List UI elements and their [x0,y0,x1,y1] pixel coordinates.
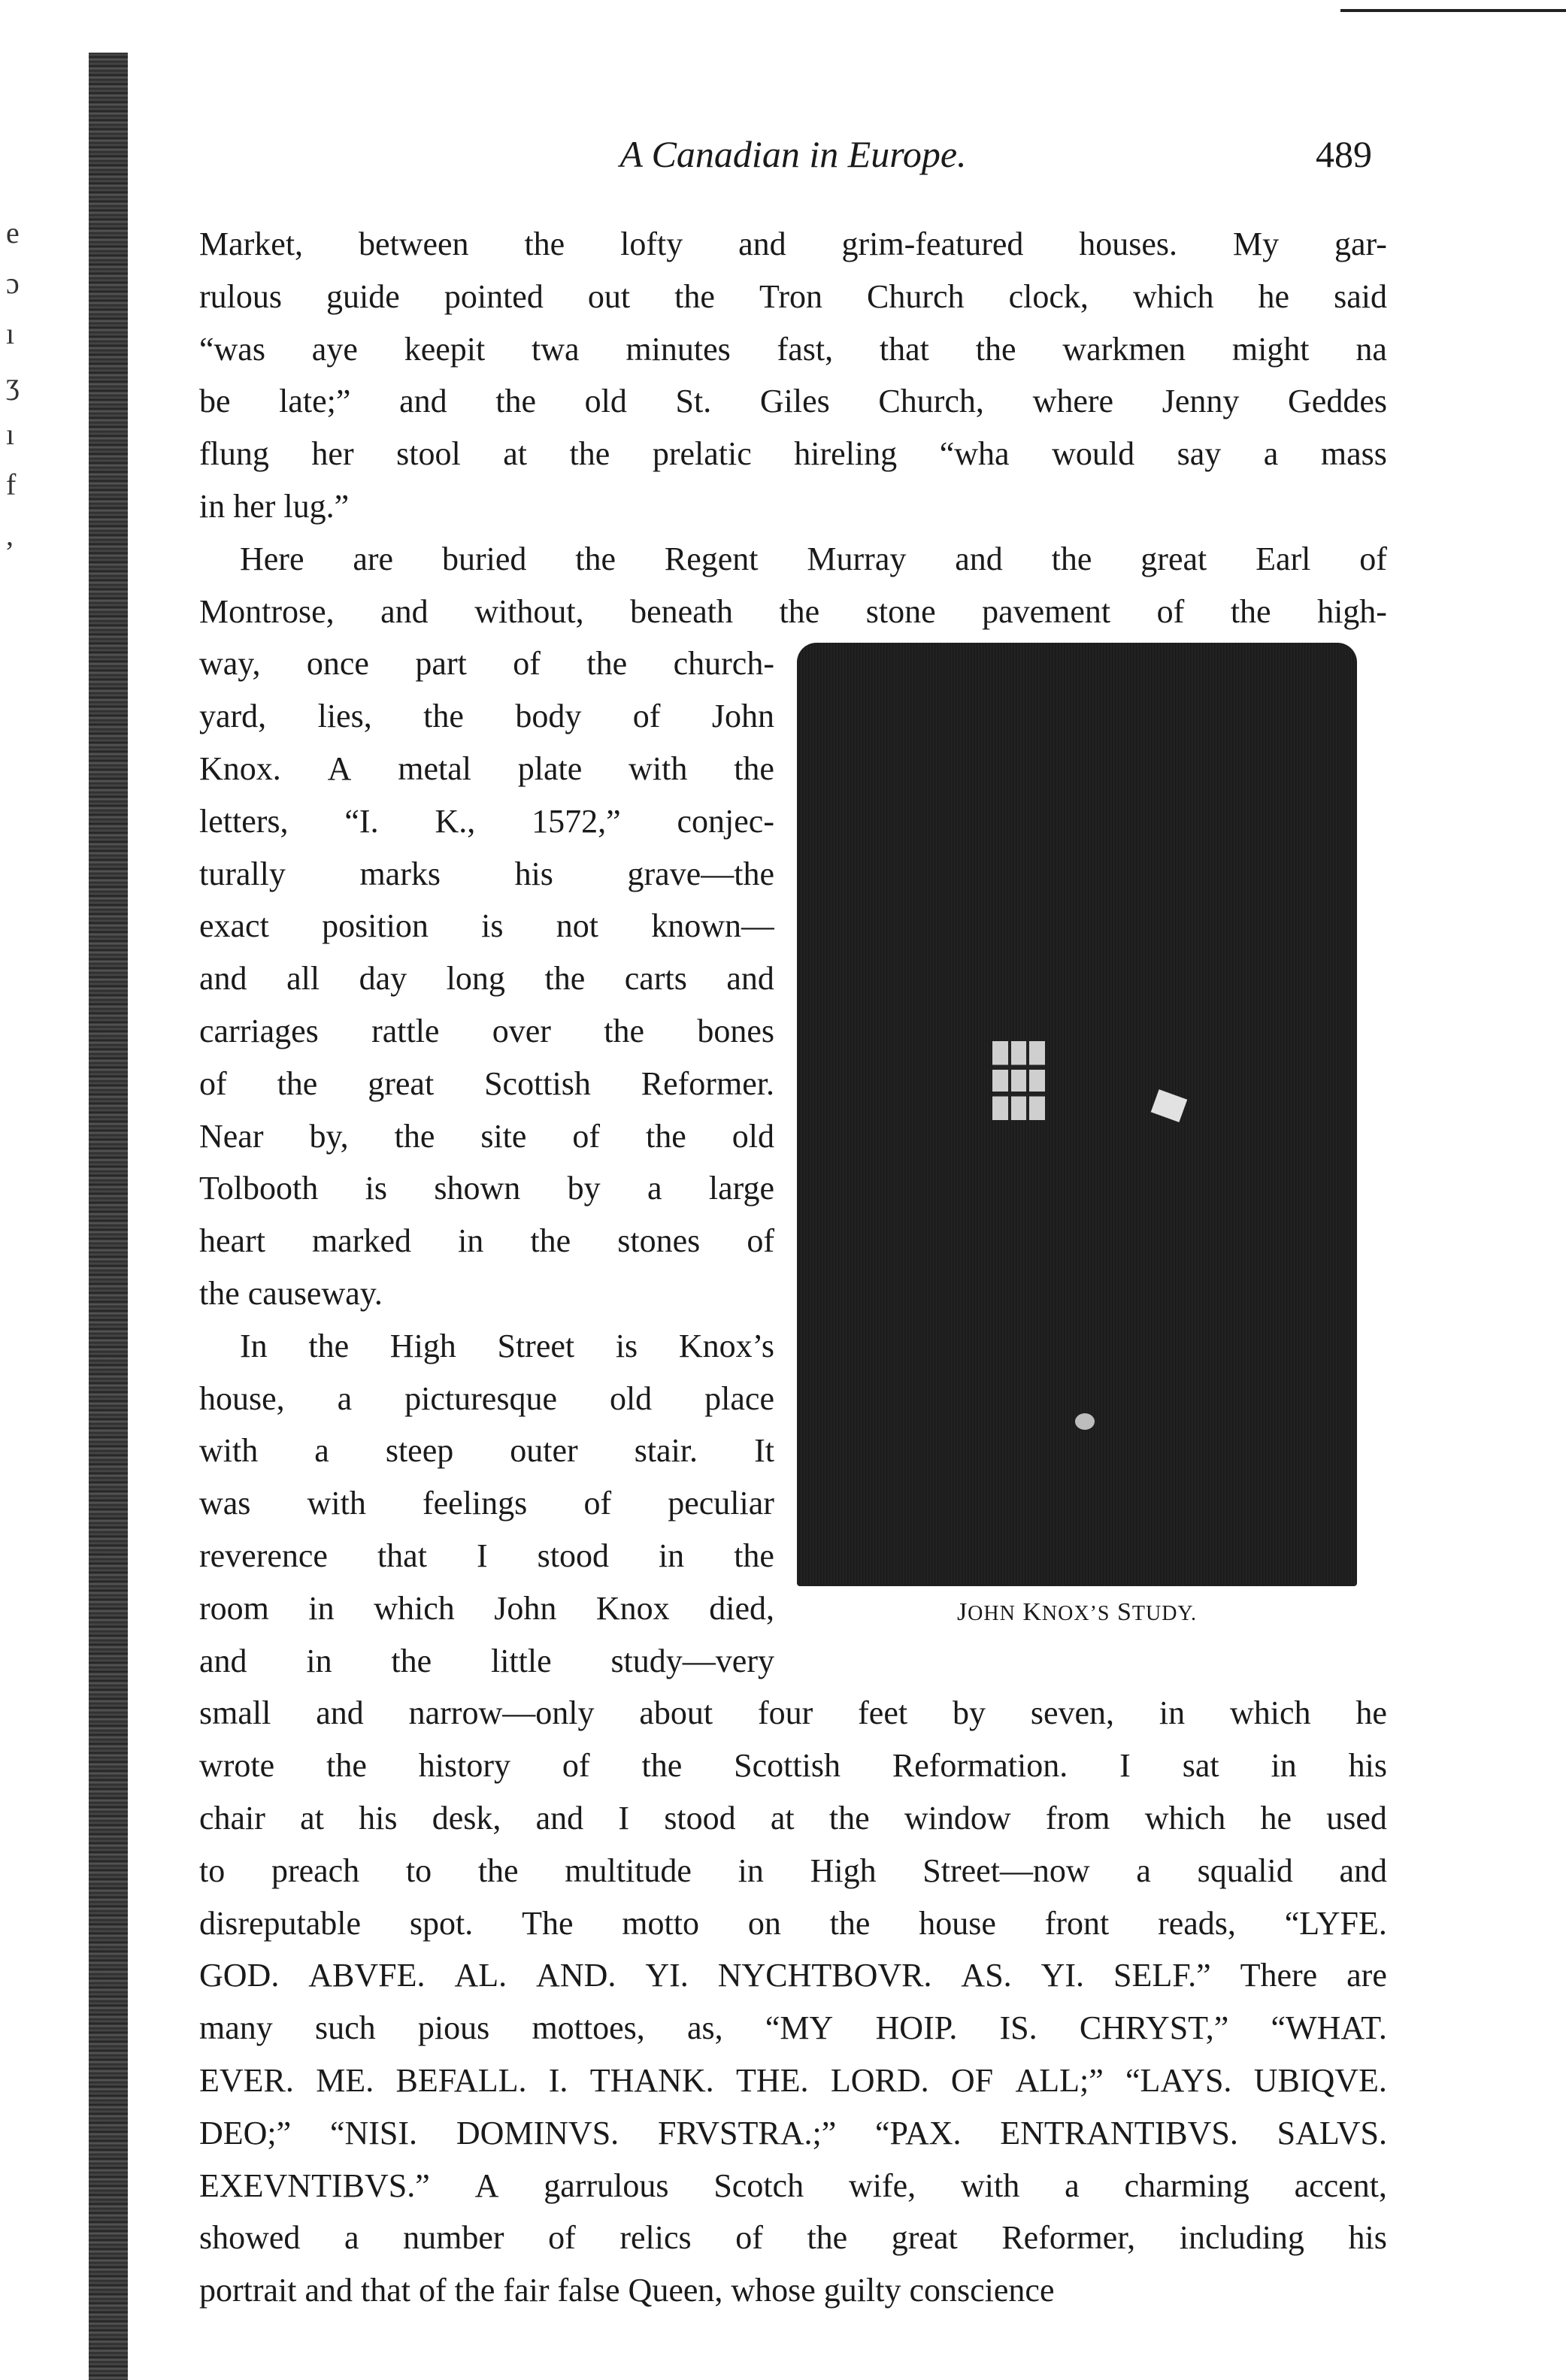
text-line: and in the little study—very [199,1643,774,1679]
text-line: disreputable spot. The motto on the house front reads, “LYFE. [199,1905,1387,1942]
john-knox-study-illustration [797,643,1357,1586]
text-line: Market, between the lofty and grim-featured houses. My gar- [199,226,1387,262]
text-line: portrait and that of the fair false Queen, whose guilty conscience [199,2272,1055,2309]
margin-letter: ɔ [6,266,20,300]
text-line: flung her stool at the prelatic hireling “wha would say a mass [199,435,1387,472]
text-line: with a steep outer stair. It [199,1432,774,1469]
text-line: yard, lies, the body of John [199,698,774,734]
page-number: 489 [1316,133,1372,175]
text-line: GOD. ABVFE. AL. AND. YI. NYCHTBOVR. AS. YI. SELF.” There are [199,1957,1387,1994]
text-line: EXEVNTIBVS.” A garrulous Scotch wife, with a charming accent, [199,2167,1387,2204]
text-line: of the great Scottish Reformer. [199,1065,774,1102]
text-line: EVER. ME. BEFALL. I. THANK. THE. LORD. OF ALL;” “LAYS. UBIQVE. [199,2062,1387,2099]
text-line: Montrose, and without, beneath the stone pavement of the high- [199,593,1387,630]
text-line: rulous guide pointed out the Tron Church clock, which he said [199,278,1387,315]
margin-letter: ʒ [6,367,20,401]
text-line: Here are buried the Regent Murray and the great Earl of [240,540,1387,577]
text-line: Tolbooth is shown by a large [199,1170,774,1207]
text-line: reverence that I stood in the [199,1537,774,1574]
margin-letter: ı [6,417,15,451]
text-line: way, once part of the church- [199,645,774,682]
illustration-window [992,1041,1045,1120]
text-line: DEO;” “NISI. DOMINVS. FRVSTRA.;” “PAX. ENTRANTIBVS. SALVS. [199,2115,1387,2151]
text-line: and all day long the carts and [199,960,774,997]
text-line: exact position is not known— [199,907,774,944]
margin-letter: e [6,216,20,250]
illustration-light [1075,1413,1095,1430]
text-line: to preach to the multitude in High Street—now a squalid and [199,1852,1387,1889]
text-line: room in which John Knox died, [199,1590,774,1627]
text-line: showed a number of relics of the great Reformer, including his [199,2219,1387,2256]
margin-letter: , [6,518,14,552]
text-line: carriages rattle over the bones [199,1013,774,1049]
text-line: turally marks his grave—the [199,855,774,892]
book-binding-edge [89,53,128,2380]
text-line: heart marked in the stones of [199,1222,774,1259]
margin-letter: ı [6,316,15,350]
text-line: wrote the history of the Scottish Reformation. I sat in his [199,1747,1387,1784]
running-head [199,128,1387,180]
running-title: A Canadian in Europe. [619,133,967,175]
text-line: the causeway. [199,1275,383,1312]
top-rule [1340,9,1566,12]
text-line: Knox. A metal plate with the [199,750,774,787]
text-line: was with feelings of peculiar [199,1485,774,1522]
text-line: many such pious mottoes, as, “MY HOIP. IS. CHRYST,” “WHAT. [199,2009,1387,2046]
text-line: chair at his desk, and I stood at the window from which he used [199,1800,1387,1836]
text-line: letters, “I. K., 1572,” conjec- [199,803,774,840]
text-line: house, a picturesque old place [199,1380,774,1417]
figure-caption: JOHN KNOX’S STUDY. [956,1598,1198,1626]
text-line: small and narrow—only about four feet by seven, in which he [199,1694,1387,1731]
text-line: Near by, the site of the old [199,1118,774,1155]
text-line: “was aye keepit twa minutes fast, that the warkmen might na [199,331,1387,368]
text-line: in her lug.” [199,488,350,525]
text-line: In the High Street is Knox’s [240,1328,774,1364]
illustration-paper [1151,1089,1188,1122]
margin-letters [6,218,36,571]
text-line: be late;” and the old St. Giles Church, where Jenny Geddes [199,383,1387,419]
margin-letter: f [6,468,17,501]
